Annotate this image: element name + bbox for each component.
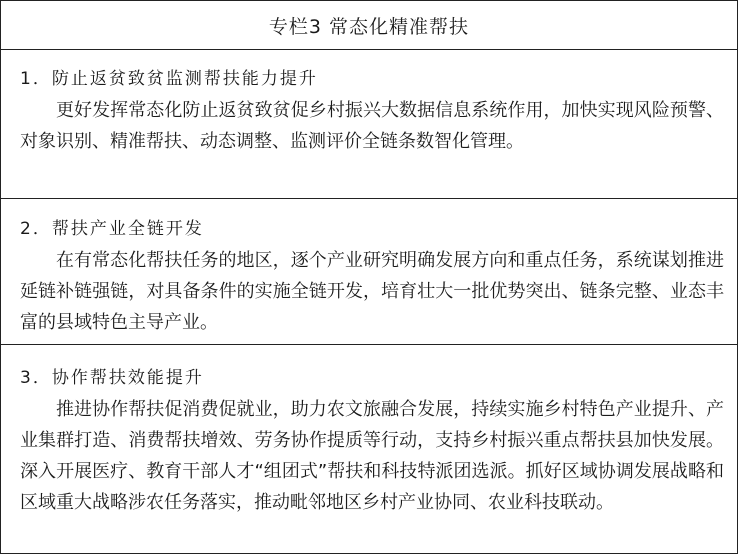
- section-body: 在有常态化帮扶任务的地区，逐个产业研究明确发展方向和重点任务，系统谋划推进延链补链强链，对具备条件的实施全链开发，培育壮大一批优势突出、链条完整、业态丰富的县域特色主导产业。: [20, 250, 724, 333]
- column-title-row: [1, 1, 737, 50]
- section-heading: 1．防止返贫致贫监测帮扶能力提升: [20, 69, 318, 89]
- section-body: 更好发挥常态化防止返贫致贫促乡村振兴大数据信息系统作用，加快实现风险预警、对象识别、精准帮扶、动态调整、监测评价全链条数智化管理。: [20, 100, 724, 152]
- section-heading: 2．帮扶产业全链开发: [20, 219, 204, 239]
- column-title: 专栏3 常态化精准帮扶: [268, 15, 470, 38]
- section-cooperation: [1, 346, 737, 553]
- section-monitoring: [1, 50, 737, 199]
- section-heading: 3．协作帮扶效能提升: [20, 368, 204, 388]
- section-industry: [1, 200, 737, 345]
- section-body: 推进协作帮扶促消费促就业，助力农文旅融合发展，持续实施乡村特色产业提升、产业集群打造、消费帮扶增效、劳务协作提质等行动，支持乡村振兴重点帮扶县加快发展。深入开展医疗、教育干部人才“组团式”帮扶和科技特派团选派。抓好区域协调发展战略和区域重大战略涉农任务落实，推动毗邻地区乡村产业协同、农业科技联动。: [20, 399, 724, 513]
